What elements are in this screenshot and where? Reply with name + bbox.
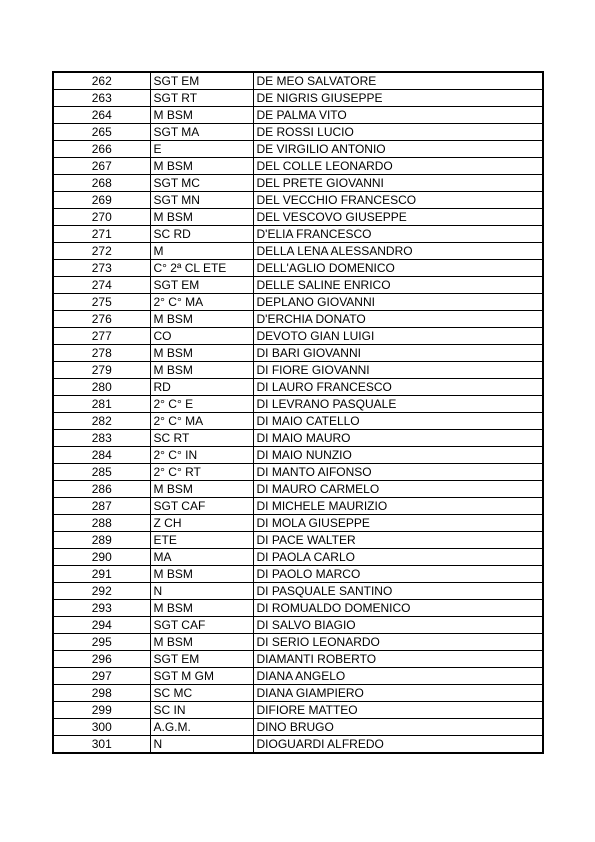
- table-row: [53, 226, 543, 243]
- rank-cell: 2° C° E: [150, 396, 253, 413]
- table-row: [53, 379, 543, 396]
- row-number-cell: 300: [53, 719, 150, 736]
- rank-cell: Z CH: [150, 515, 253, 532]
- name-cell: DELL'AGLIO DOMENICO: [253, 260, 543, 277]
- rank-cell: 2° C° IN: [150, 447, 253, 464]
- rank-cell: SGT CAF: [150, 498, 253, 515]
- name-cell: DEL COLLE LEONARDO: [253, 158, 543, 175]
- name-cell: DI MAIO NUNZIO: [253, 447, 543, 464]
- rank-cell: SGT M GM: [150, 668, 253, 685]
- table-row: [53, 141, 543, 158]
- row-number-cell: 272: [53, 243, 150, 260]
- row-number-cell: 278: [53, 345, 150, 362]
- table-row: [53, 651, 543, 668]
- row-number-cell: 270: [53, 209, 150, 226]
- name-cell: DINO BRUGO: [253, 719, 543, 736]
- table-row: [53, 362, 543, 379]
- table-row: [53, 294, 543, 311]
- name-cell: D'ERCHIA DONATO: [253, 311, 543, 328]
- table-row: [53, 209, 543, 226]
- row-number-cell: 262: [53, 72, 150, 90]
- name-cell: DI LAURO FRANCESCO: [253, 379, 543, 396]
- row-number-cell: 286: [53, 481, 150, 498]
- rank-cell: M BSM: [150, 209, 253, 226]
- rank-cell: M: [150, 243, 253, 260]
- row-number-cell: 294: [53, 617, 150, 634]
- name-cell: DIOGUARDI ALFREDO: [253, 736, 543, 754]
- name-cell: DI BARI GIOVANNI: [253, 345, 543, 362]
- table-row: [53, 617, 543, 634]
- name-cell: DIANA GIAMPIERO: [253, 685, 543, 702]
- rank-cell: SC RD: [150, 226, 253, 243]
- name-cell: DI MICHELE MAURIZIO: [253, 498, 543, 515]
- table-row: [53, 515, 543, 532]
- rank-cell: C° 2ª CL ETE: [150, 260, 253, 277]
- name-cell: DI FIORE GIOVANNI: [253, 362, 543, 379]
- roster-table: [52, 71, 544, 754]
- row-number-cell: 276: [53, 311, 150, 328]
- name-cell: DELLE SALINE ENRICO: [253, 277, 543, 294]
- name-cell: DI MAIO MAURO: [253, 430, 543, 447]
- row-number-cell: 290: [53, 549, 150, 566]
- name-cell: DI PAOLO MARCO: [253, 566, 543, 583]
- table-row: [53, 702, 543, 719]
- name-cell: DEL PRETE GIOVANNI: [253, 175, 543, 192]
- table-row: [53, 90, 543, 107]
- name-cell: DI SERIO LEONARDO: [253, 634, 543, 651]
- row-number-cell: 299: [53, 702, 150, 719]
- table-row: [53, 566, 543, 583]
- row-number-cell: 268: [53, 175, 150, 192]
- rank-cell: M BSM: [150, 362, 253, 379]
- row-number-cell: 298: [53, 685, 150, 702]
- rank-cell: SGT EM: [150, 72, 253, 90]
- row-number-cell: 265: [53, 124, 150, 141]
- table-row: [53, 549, 543, 566]
- name-cell: DI MAURO CARMELO: [253, 481, 543, 498]
- row-number-cell: 295: [53, 634, 150, 651]
- table-row: [53, 311, 543, 328]
- table-row: [53, 107, 543, 124]
- name-cell: DI MOLA GIUSEPPE: [253, 515, 543, 532]
- table-row: [53, 481, 543, 498]
- rank-cell: RD: [150, 379, 253, 396]
- row-number-cell: 285: [53, 464, 150, 481]
- table-row: [53, 447, 543, 464]
- name-cell: DEL VECCHIO FRANCESCO: [253, 192, 543, 209]
- table-row: [53, 328, 543, 345]
- row-number-cell: 269: [53, 192, 150, 209]
- table-row: [53, 430, 543, 447]
- row-number-cell: 275: [53, 294, 150, 311]
- rank-cell: M BSM: [150, 600, 253, 617]
- table-row: [53, 668, 543, 685]
- table-row: [53, 72, 543, 90]
- row-number-cell: 291: [53, 566, 150, 583]
- name-cell: DELLA LENA ALESSANDRO: [253, 243, 543, 260]
- rank-cell: A.G.M.: [150, 719, 253, 736]
- name-cell: DIFIORE MATTEO: [253, 702, 543, 719]
- table-row: [53, 498, 543, 515]
- rank-cell: SC IN: [150, 702, 253, 719]
- rank-cell: SC MC: [150, 685, 253, 702]
- name-cell: DI PACE WALTER: [253, 532, 543, 549]
- rank-cell: SGT CAF: [150, 617, 253, 634]
- name-cell: DIANA ANGELO: [253, 668, 543, 685]
- row-number-cell: 271: [53, 226, 150, 243]
- table-row: [53, 124, 543, 141]
- table-row: [53, 600, 543, 617]
- table-row: [53, 532, 543, 549]
- name-cell: DE MEO SALVATORE: [253, 72, 543, 90]
- table-row: [53, 736, 543, 754]
- name-cell: DEVOTO GIAN LUIGI: [253, 328, 543, 345]
- rank-cell: N: [150, 583, 253, 600]
- row-number-cell: 289: [53, 532, 150, 549]
- row-number-cell: 283: [53, 430, 150, 447]
- name-cell: DI PAOLA CARLO: [253, 549, 543, 566]
- row-number-cell: 296: [53, 651, 150, 668]
- name-cell: DIAMANTI ROBERTO: [253, 651, 543, 668]
- rank-cell: ETE: [150, 532, 253, 549]
- name-cell: DE VIRGILIO ANTONIO: [253, 141, 543, 158]
- name-cell: DI MANTO AIFONSO: [253, 464, 543, 481]
- rank-cell: 2° C° MA: [150, 294, 253, 311]
- table-row: [53, 158, 543, 175]
- rank-cell: E: [150, 141, 253, 158]
- row-number-cell: 288: [53, 515, 150, 532]
- row-number-cell: 264: [53, 107, 150, 124]
- name-cell: DI ROMUALDO DOMENICO: [253, 600, 543, 617]
- rank-cell: 2° C° RT: [150, 464, 253, 481]
- rank-cell: CO: [150, 328, 253, 345]
- rank-cell: M BSM: [150, 158, 253, 175]
- table-row: [53, 396, 543, 413]
- row-number-cell: 279: [53, 362, 150, 379]
- name-cell: DI LEVRANO PASQUALE: [253, 396, 543, 413]
- rank-cell: N: [150, 736, 253, 754]
- rank-cell: SGT MC: [150, 175, 253, 192]
- row-number-cell: 301: [53, 736, 150, 754]
- row-number-cell: 292: [53, 583, 150, 600]
- name-cell: DE NIGRIS GIUSEPPE: [253, 90, 543, 107]
- row-number-cell: 273: [53, 260, 150, 277]
- rank-cell: M BSM: [150, 634, 253, 651]
- rank-cell: M BSM: [150, 345, 253, 362]
- table-row: [53, 277, 543, 294]
- table-row: [53, 685, 543, 702]
- name-cell: DEL VESCOVO GIUSEPPE: [253, 209, 543, 226]
- table-row: [53, 413, 543, 430]
- row-number-cell: 297: [53, 668, 150, 685]
- row-number-cell: 277: [53, 328, 150, 345]
- row-number-cell: 284: [53, 447, 150, 464]
- table-row: [53, 175, 543, 192]
- rank-cell: M BSM: [150, 107, 253, 124]
- rank-cell: SGT RT: [150, 90, 253, 107]
- row-number-cell: 267: [53, 158, 150, 175]
- table-row: [53, 634, 543, 651]
- rank-cell: SGT MA: [150, 124, 253, 141]
- table-row: [53, 243, 543, 260]
- rank-cell: SGT MN: [150, 192, 253, 209]
- rank-cell: 2° C° MA: [150, 413, 253, 430]
- table-row: [53, 192, 543, 209]
- name-cell: DI SALVO BIAGIO: [253, 617, 543, 634]
- row-number-cell: 287: [53, 498, 150, 515]
- row-number-cell: 280: [53, 379, 150, 396]
- name-cell: DE ROSSI LUCIO: [253, 124, 543, 141]
- rank-cell: M BSM: [150, 311, 253, 328]
- table-row: [53, 719, 543, 736]
- name-cell: DI MAIO CATELLO: [253, 413, 543, 430]
- row-number-cell: 293: [53, 600, 150, 617]
- row-number-cell: 274: [53, 277, 150, 294]
- table-row: [53, 583, 543, 600]
- name-cell: DE PALMA VITO: [253, 107, 543, 124]
- name-cell: DI PASQUALE SANTINO: [253, 583, 543, 600]
- name-cell: D'ELIA FRANCESCO: [253, 226, 543, 243]
- roster-table-body: [53, 72, 543, 753]
- row-number-cell: 281: [53, 396, 150, 413]
- row-number-cell: 266: [53, 141, 150, 158]
- rank-cell: M BSM: [150, 566, 253, 583]
- table-row: [53, 260, 543, 277]
- rank-cell: SC RT: [150, 430, 253, 447]
- name-cell: DEPLANO GIOVANNI: [253, 294, 543, 311]
- row-number-cell: 263: [53, 90, 150, 107]
- table-row: [53, 464, 543, 481]
- table-row: [53, 345, 543, 362]
- rank-cell: SGT EM: [150, 651, 253, 668]
- row-number-cell: 282: [53, 413, 150, 430]
- rank-cell: SGT EM: [150, 277, 253, 294]
- rank-cell: M BSM: [150, 481, 253, 498]
- rank-cell: MA: [150, 549, 253, 566]
